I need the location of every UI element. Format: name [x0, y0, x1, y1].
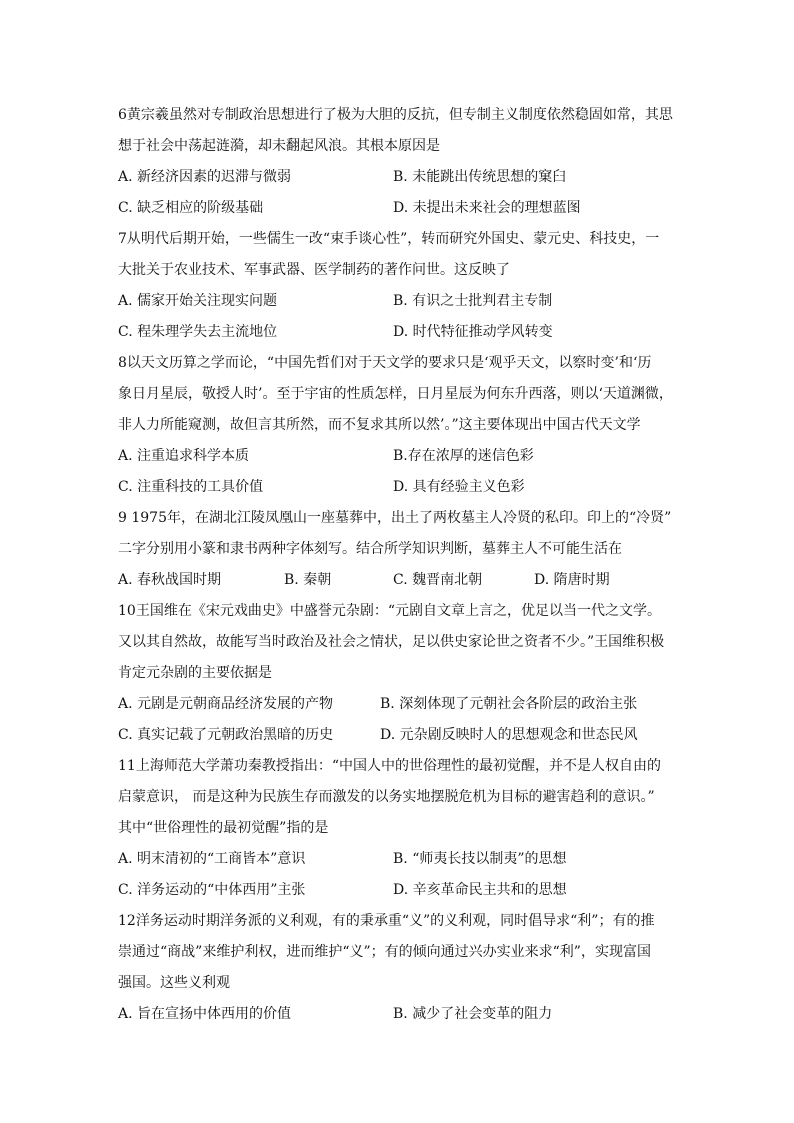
exam-page — [118, 100, 678, 1030]
question-stem-line: 其中“世俗理性的最初觉醒”指的是 — [118, 820, 329, 836]
question-stem-line: 8以天文历算之学而论，“中国先哲们对于天文学的要求只是‘观乎天文，以察时变’和‘历 — [118, 355, 652, 371]
question-stem-line: 10王国维在《宋元戏曲史》中盛誉元杂剧：“元剧自文章上言之，优足以当一代之文学。 — [118, 603, 661, 619]
question-7 — [118, 224, 678, 348]
question-stem-line: 启蒙意识， 而是这种为民族生存而激发的以务实地摆脱危机为目标的避害趋利的意识。” — [118, 789, 655, 805]
question-6 — [118, 100, 678, 224]
option-a: A. 元剧是元朝商品经济发展的产物 — [118, 696, 334, 712]
option-row — [118, 844, 678, 875]
question-9 — [118, 503, 678, 596]
option-row — [118, 193, 678, 224]
question-stem-line: 7从明代后期开始，一些儒生一改“束手谈心性”，转而研究外国史、蒙元史、科技史，一 — [118, 231, 660, 247]
option-row — [118, 999, 678, 1030]
option-c: C. 程朱理学失去主流地位 — [118, 324, 278, 340]
option-a: A. 儒家开始关注现实问题 — [118, 293, 278, 309]
option-row — [118, 565, 678, 596]
question-stem-line: 11上海师范大学萧功秦教授指出：“中国人中的世俗理性的最初觉醒，并不是人权自由的 — [118, 758, 661, 774]
option-row — [118, 720, 678, 751]
option-b: B.存在浓厚的迷信色彩 — [393, 448, 534, 464]
question-stem-line: 9 1975年，在湖北江陵凤凰山一座墓葬中，出土了两枚墓主人冷贤的私印。印上的“冷贤” — [118, 510, 672, 526]
question-stem-line: 想于社会中荡起涟漪，却未翻起风浪。其根本原因是 — [118, 138, 440, 154]
option-d: D. 时代特征推动学风转变 — [393, 324, 553, 340]
question-stem-line: 非人力所能窥测，故但言其所然，而不复求其所以然’。”这主要体现出中国古代天文学 — [118, 417, 641, 433]
option-b: B. 未能跳出传统思想的窠臼 — [393, 169, 567, 185]
option-c: C. 注重科技的工具价值 — [118, 479, 264, 495]
option-row — [118, 441, 678, 472]
question-stem-line: 大批关于农业技术、军事武器、医学制药的著作问世。这反映了 — [118, 262, 510, 278]
option-b: B. 秦朝 — [284, 572, 332, 588]
option-b: B. 深刻体现了元朝社会各阶层的政治主张 — [380, 696, 638, 712]
question-stem-line: 二字分别用小篆和隶书两种字体刻写。结合所学知识判断，墓葬主人不可能生活在 — [118, 541, 622, 557]
option-a: A. 春秋战国时期 — [118, 572, 222, 588]
option-row — [118, 286, 678, 317]
option-b: B. “师夷长技以制夷”的思想 — [393, 851, 567, 867]
option-a: A. 注重追求科学本质 — [118, 448, 250, 464]
question-stem-line: 象日月星辰，敬授人时’。至于宇宙的性质怎样，日月星辰为何东升西落，则以‘天道渊微， — [118, 386, 673, 402]
question-stem-line: 崇通过“商战”来维护利权，进而维护“义”；有的倾向通过兴办实业来求“利”，实现富国 — [118, 944, 651, 960]
option-b: B. 减少了社会变革的阻力 — [393, 1006, 553, 1022]
option-b: B. 有识之士批判君主专制 — [393, 293, 553, 309]
option-c: C. 魏晋南北朝 — [393, 572, 483, 588]
question-12 — [118, 906, 678, 1030]
option-row — [118, 472, 678, 503]
option-a: A. 旨在宣扬中体西用的价值 — [118, 1006, 292, 1022]
option-row — [118, 875, 678, 906]
option-d: D. 辛亥革命民主共和的思想 — [393, 882, 567, 898]
option-d: D. 未提出未来社会的理想蓝图 — [393, 200, 581, 216]
option-c: C. 缺乏相应的阶级基础 — [118, 200, 264, 216]
option-row — [118, 689, 678, 720]
option-row — [118, 162, 678, 193]
option-a: A. 明末清初的“工商皆本”意识 — [118, 851, 306, 867]
option-c: C. 洋务运动的“中体西用”主张 — [118, 882, 306, 898]
question-11 — [118, 751, 678, 906]
question-stem-line: 又以其自然故，故能写当时政治及社会之情状，足以供史家论世之资者不少。”王国维积极 — [118, 634, 665, 650]
option-d: D. 隋唐时期 — [534, 572, 610, 588]
question-10 — [118, 596, 678, 751]
option-c: C. 真实记载了元朝政治黑暗的历史 — [118, 727, 334, 743]
question-stem-line: 肯定元杂剧的主要依据是 — [118, 665, 272, 681]
option-d: D. 元杂剧反映时人的思想观念和世态民风 — [380, 727, 638, 743]
question-stem-line: 强国。这些义利观 — [118, 975, 230, 991]
question-stem-line: 6黄宗羲虽然对专制政治思想进行了极为大胆的反抗，但专制主义制度依然稳固如常，其思 — [118, 107, 673, 123]
option-row — [118, 317, 678, 348]
option-a: A. 新经济因素的迟滞与微弱 — [118, 169, 292, 185]
option-d: D. 具有经验主义色彩 — [393, 479, 525, 495]
question-stem-line: 12洋务运动时期洋务派的义利观，有的秉承重“义”的义利观，同时倡导求“利”；有的推 — [118, 913, 655, 929]
question-8 — [118, 348, 678, 503]
